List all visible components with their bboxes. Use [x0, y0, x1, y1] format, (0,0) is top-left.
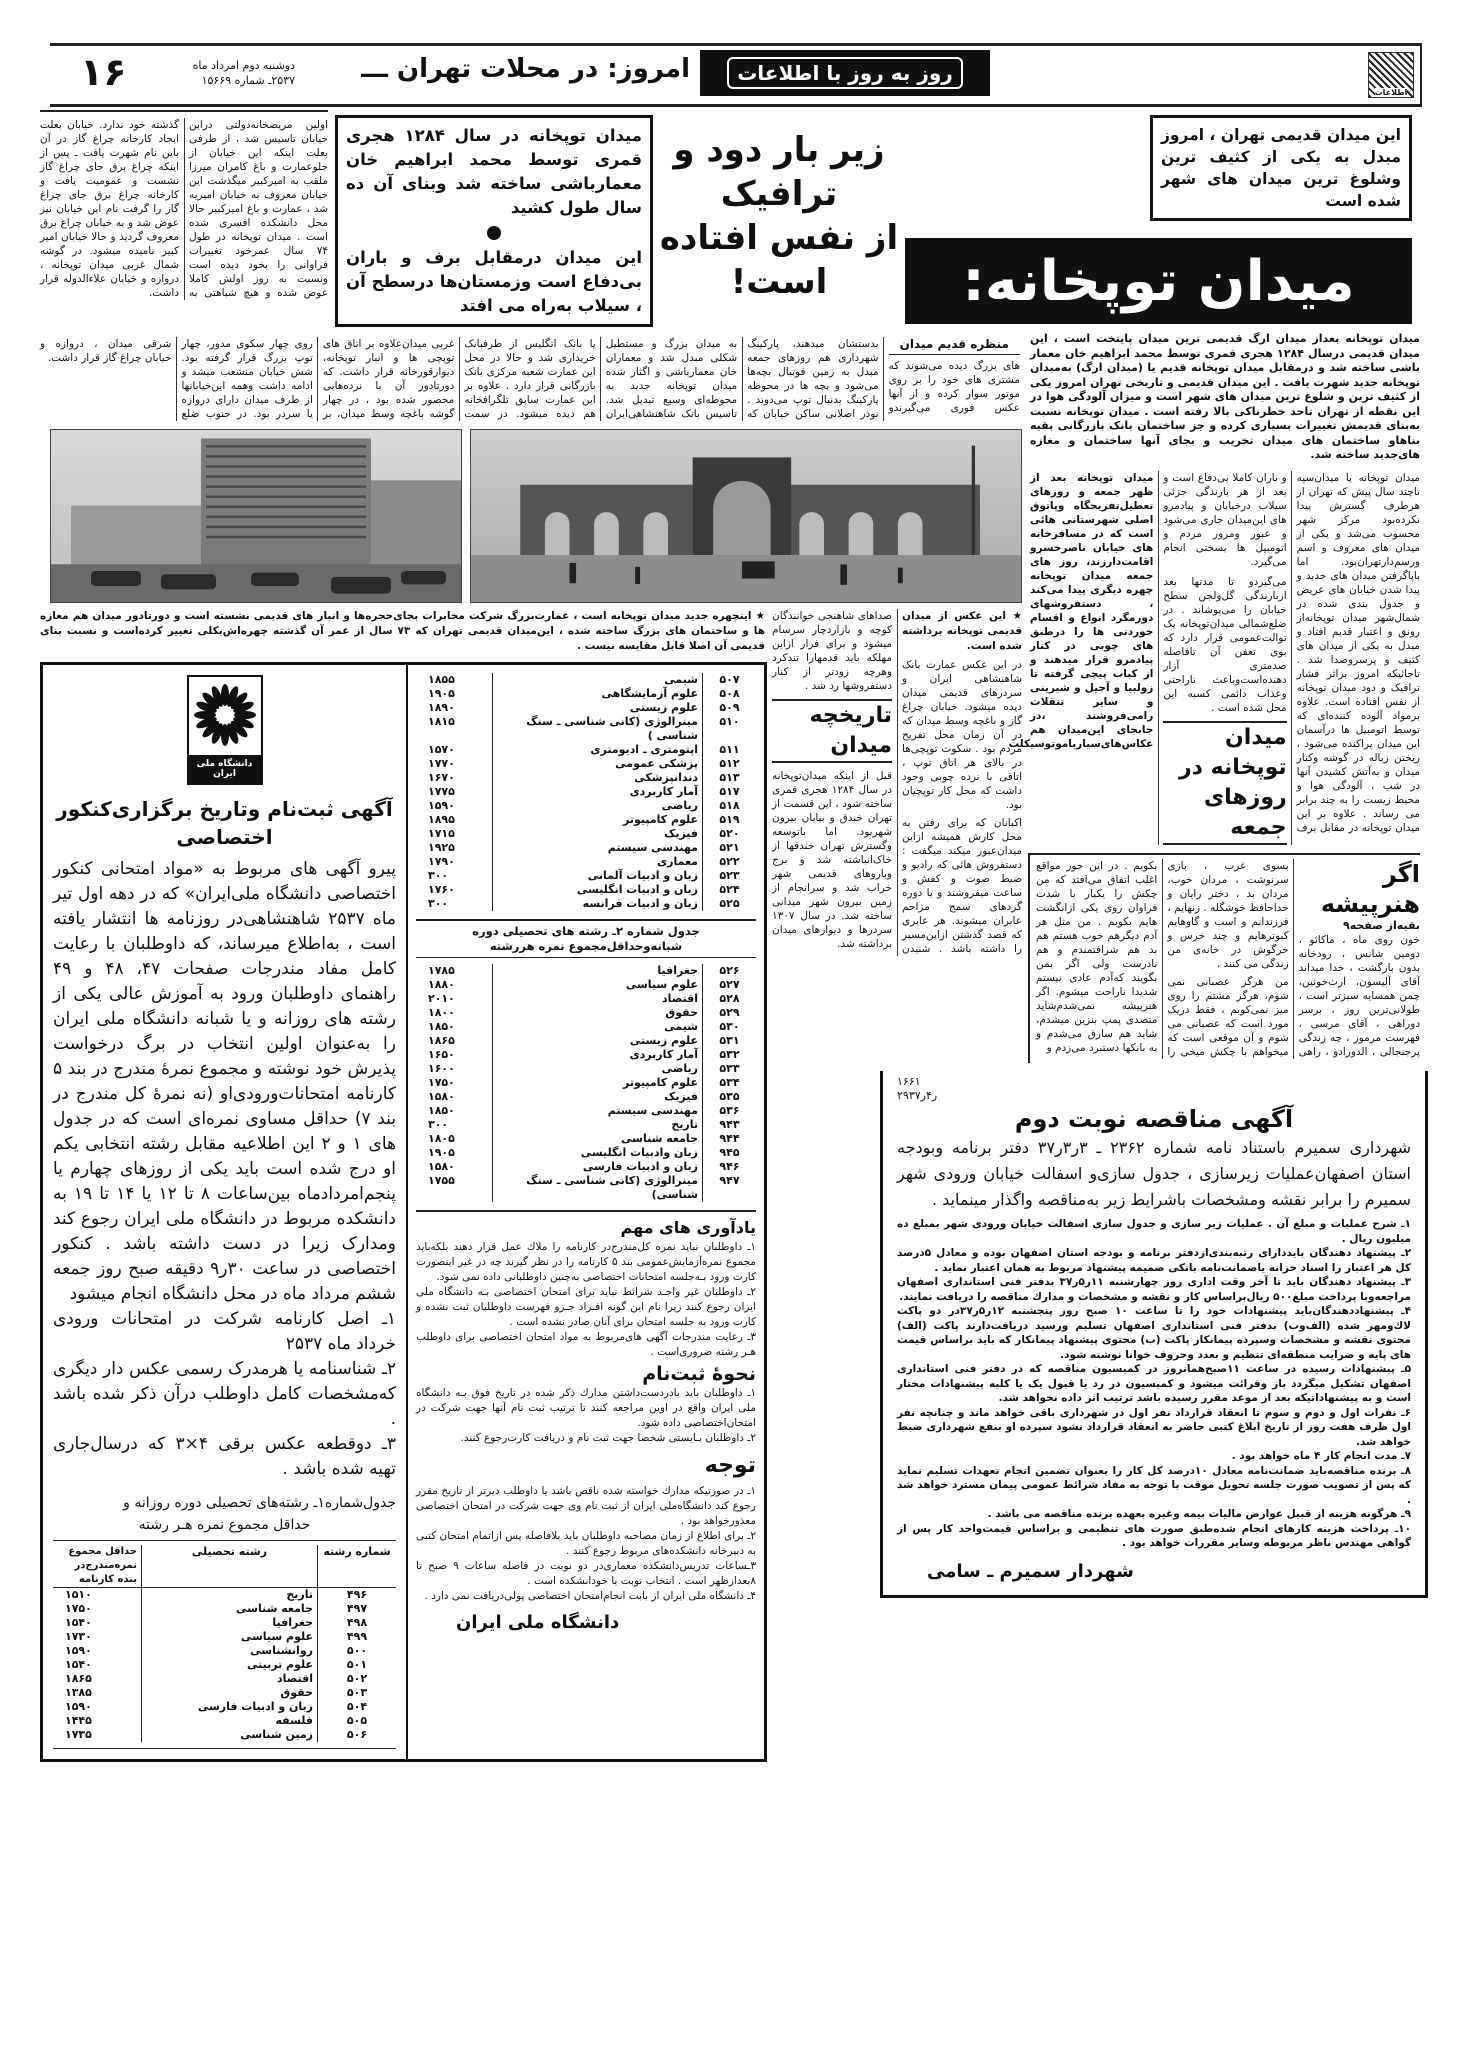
- cell-score: ۱۷۵۵: [428, 1174, 455, 1187]
- photo-new-square: [50, 429, 462, 603]
- cell-name: علوم سیاسی: [493, 978, 703, 992]
- cell-score: ۱۵۹۰: [65, 1644, 92, 1657]
- reminder-item: ۳ـ رعایت مندرجات آگهی های‌مربوط به مواد امتحان اختصاصی برای داوطلب هـر رشته ضروری‌است .: [416, 1331, 756, 1358]
- cell-code: ۵۰۱: [346, 1658, 368, 1671]
- actor-column-2: من هرگز عصبانی نمی شوم، هرگز مشتم را روی میز نمی‌کوبم ، فقط دریک مورد است که عصبانی می شوم و آن موقعی است که میخواهم با چکش میخی را بکوبم . در این جور مواقع اغلب اتفاق می‌افتد که من چکش را یکبار با شدت فراوان روی یکی ازانگشت هایم بکوبم . من مثل هر آدم دیگرهم خوب هستم هم بد هم شرافتمندم و هم نادرست ولی اگر بمن بگویند که‌آدم عادی نیستم شدیدا ناراحت میشوم. اگر هنرپیشه نمی‌شدم‌شاید متصدی پمپ بنزین میشدم، شاید هم سارق می‌شدم و به بانکها دستبرد می‌زدم و: [1036, 860, 1289, 1058]
- cell-score: ۱۸۹۰: [428, 701, 455, 714]
- table-row: [416, 827, 756, 841]
- cell-score: ۱۷۸۵: [428, 964, 455, 977]
- cell-code: ۵۲۸: [719, 992, 740, 1005]
- divider: [53, 1748, 396, 1749]
- table-row: [416, 785, 756, 799]
- cell-score: ۳۰۰: [428, 1118, 449, 1131]
- photo-caption-small: ★ این عکس از میدان قدیمی توپخانه برداشته شده است.: [902, 610, 1022, 652]
- cell-score: ۱۵۸۰: [428, 1090, 455, 1103]
- cell-score: ۳۰۰: [428, 897, 449, 910]
- cell-name: فیزیک: [493, 827, 703, 841]
- reminder-item: ۱ـ داوطلبان نباید نمره کل‌مندرج‌در کارنامه را ملاك عمل قرار دهند بلکه‌باید مجموع نمره‌آزمایش‌عمومی بند ۵ کارنامه را در نظر گیرند چه در غیر اینصورت کارت ورود بـه‌جلسه امتحانات اختصاصی به‌چنین داوطلبانی داده نمی شود.: [416, 1241, 756, 1283]
- cell-code: ۵۲۶: [719, 964, 740, 977]
- cell-score: ۱۷۷۵: [428, 785, 455, 798]
- cell-name: علوم تربیتی: [142, 1658, 318, 1672]
- cell-code: ۵۰۲: [346, 1672, 368, 1685]
- actor-column-1: خون روی ماه ، ماکائو ، دومین شانس ، رودخانه بدون بازگشت ، خدا میداند آقای آلیسون، ارث‌خونین، چمن همسایه سبزتر است ، طولانی‌ترین روز ، برسر دوراهی ، آقای مرسی ، فهرست مرموز ، چه زندگی پرجنجالی ، الدورادو ، راهی بسوی غرب ، بازی سرنوشت ، مردان خوب، مردان بد ، دختر رایان و خداحافظ خوشگله . زنهایم ، فرزندانم و اسب و گاوهایم کبوترهایم و چند خرس و خرگوش در خانه‌ی من زندگی می کنند .: [1167, 860, 1420, 1058]
- column-text-b: در این عکس عمارت بانک شاهنشاهی ایران و سردرهای قدیمی میدان دیده میشود. خیابان چراغ گاز و باغچه وسط میدان که در آن زمان محل تفریح مردم بود . سکوت توپچی‌ها در بالای هر اتاق توپ ، اتاقی با نرده چوبی وجود داشت که محل کار توپچیان بود.: [902, 659, 1022, 811]
- table-row: [416, 1076, 756, 1090]
- cell-score: ۱۵۴۰: [65, 1658, 92, 1671]
- cell-score: ۱۶۰۰: [428, 1062, 455, 1075]
- reminders-heading: یادآوری های مهم: [620, 1218, 756, 1237]
- cell-code: ۴۹۷: [346, 1602, 368, 1615]
- newspaper-logo: اطلاعات: [1368, 52, 1414, 98]
- table-row: [416, 757, 756, 771]
- cell-code: ۹۴۶: [719, 1160, 740, 1173]
- cell-name: شیمی: [493, 673, 703, 687]
- university-logo: [187, 675, 263, 785]
- cell-code: ۵۱۳: [719, 771, 740, 784]
- table-row: [53, 1616, 396, 1630]
- table-row: [416, 978, 756, 992]
- cell-code: ۵۳۲: [719, 1048, 740, 1061]
- cell-name: دندانپزشکی: [493, 771, 703, 785]
- article-intro: میدان توپخانه بعداز میدان ارگ قدیمی ترین میدان پایتخت است ، این میدان قدیمی درسال ۱۲۸۴ هجری قمری توسط محمد ابراهیم خان معمار باشی ساخته شد و درمقابل میدان توپخانه قدیم یا (میدان ارگ) به‌میدان توپخانه جدید شهرت یافت . این میدان قدیمی و تاریخی تهران امروز یکی از کثیف ترین و شلوغ ترین میدان های شهر است و میزان آلودگی هوا در این نقطه از تهران تاحد خطرناکی بالا رفته است . میدان توپخانه نسبت به‌بنای قدیمش تغییرات بسیاری کرده و جز ساختمان بانک بازرگانی بقیه بناهاو ساختمان های میدان تخریب و بجای آنها ساختمان و مغازه های‌جدید ساخته شد.: [1030, 332, 1420, 461]
- table-row: [416, 1034, 756, 1048]
- table-row: [53, 1686, 396, 1700]
- reminders-section: [416, 1216, 756, 1633]
- cell-name: آمار کاربردی: [493, 1048, 703, 1062]
- cell-score: ۱۸۵۰: [428, 1104, 455, 1117]
- cell-name: زبان وادبیات انگلیسی: [493, 1146, 703, 1160]
- cell-score: ۱۳۸۵: [65, 1686, 92, 1699]
- ad-body: پیرو آگهی های مربوط به «مواد امتحانی کنکور اختصاصی دانشگاه ملی‌ایران» که در دهه اول تیر ماه ۲۵۳۷ شاهنشاهی‌در روزنامه ها انتشار یافته است ، به‌اطلاع میرساند، که داوطلبان با رعایت کامل مفاد مندرجات صفحات ۴۷، ۴۸ و ۴۹ راهنمای داوطلبان ورود به آموزش عالی یکی از رشته های روزانه و یا شبانه دانشگاه ملی ایران را به‌عنوان اولین انتخاب در برگ درخواست پذیرش خود نوشته و مجموع نمرهٔ مندرج در بند ۵ کارنامه امتحانات‌ورودی‌او (نه نمرهٔ کل مندرج در بند ۷) حداقل مساوی نمره‌ای است که در جدول های ۱ و ۲ این اطلاعیه مقابل رشته انتخابی یکم او درج شده است باید یکی از روزهای چهارم یا پنجم‌امردادماه بین‌ساعات ۸ تا ۱۲ یا ۱۴ تا ۱۹ به دانشکده مربوط در دانشگاه ملی ایران رجوع کند ومدارک زیرا در دست داشته باشد . کنکور اختصاصی در ساعت ۳۰ر۹ دقیقه صبح روز جمعه ششم مرداد ماه در محل دانشگاه انجام میشود ۱ـ اصل کارنامه شرکت در امتحانات ورودی خرداد ماه ۲۵۳۷ ۲ـ شناسنامه یا هرمدرک رسمی عکس دار دیگری که‌مشخصات کامل داوطلب درآن ذکر شده باشد . ۳ـ دوقطعه عکس برقی ۴×۳ که درسال‌جاری تهیه شده باشد .: [53, 857, 396, 1482]
- kicker-box: این میدان قدیمی تهران ، امروز مبدل به یکی از کثیف ترین وشلوغ ترین میدان های شهر شده است: [1150, 115, 1412, 221]
- table2-title-block: [416, 919, 756, 958]
- cell-code: ۴۹۸: [346, 1616, 368, 1629]
- table1-title: جدول‌شماره۱ـ رشته‌های تحصیلی دوره روزانه و حداقل مجموع نمره هـر رشته: [123, 1495, 396, 1533]
- table-row: [53, 1728, 396, 1742]
- table-row: [416, 1048, 756, 1062]
- cell-score: ۱۵۹۰: [428, 799, 455, 812]
- table-row: [53, 1700, 396, 1714]
- cell-name: معماری: [493, 855, 703, 869]
- friday-text: میدان توپخانه بعد از ظهر جمعه و روزهای تعطیل‌تفریحگاه وپاتوق اصلی شهرستانی هائی است که در مسافرخانه های خیابان ناصرخسرو اقامت‌دارزند، روز های جمعه میدان توپخانه چهره دیگری پیدا می‌کند ، دستفروشهای دورمگرد انواع و اقسام خوردنی ها را درطبق های چوبی در کنار پیادمرو قرار میدهند و از کباب پیچی گرفته تا زولبیا و آجیل و شیرینی و سایر تنقلات رامی‌فروشند ،در جابجای این‌میدان هم عکاس‌های‌سیارباموتوسیکلت: [1008, 472, 1154, 750]
- issue-date: دوشنبه دوم امرداد ماه ۲۵۳۷ـ شماره ۱۵۶۶۹: [192, 59, 295, 87]
- photo-old-square-image: [471, 430, 1021, 602]
- actor-heading-block: [1299, 859, 1420, 933]
- registration-heading: نحوهٔ ثبت‌نام: [642, 1363, 756, 1385]
- table-row: [416, 883, 756, 897]
- cell-name: مهندسی سیستم: [493, 1104, 703, 1118]
- university-ad: [40, 662, 767, 1762]
- cell-name: روانشناسی: [142, 1644, 318, 1658]
- cell-score: ۱۵۷۰: [428, 743, 455, 756]
- section-banner: [700, 50, 990, 96]
- table-row: [416, 1174, 756, 1202]
- column-header: شماره رشته: [318, 1545, 397, 1588]
- cell-name: جامعه شناسی: [142, 1602, 318, 1616]
- note-item: ۴ـ دانشگاه ملی ایران از بابت انجام‌امتحان اختصاصی پولی‌دریافت نمی دارد .: [424, 1590, 756, 1602]
- cell-score: ۱۵۹۰: [65, 1700, 92, 1713]
- cell-code: ۵۰۰: [346, 1644, 368, 1657]
- cell-score: ۱۷۳۵: [65, 1728, 92, 1741]
- cell-name: زبان و ادبیات فارسی: [493, 1160, 703, 1174]
- photo-caption-main: ★ اینچهره جدید میدان توپخانه است ، عمارت‌بزرگ شرکت مخابرات بجای‌حجره‌ها و انبار های قدیمی نشسته است و دورتادور میدان هم مغازه ها و ساختمان های بزرگ ساخته شده ، این‌میدان قدیمی تهران که ۷۳ سال از عمر آن گذشته چهره‌اش‌بکلی تغییر کرده‌است و نسبت بنای قدیمی آن اصلا قابل مقایسه نیست .: [40, 610, 765, 652]
- page-header: [50, 43, 1422, 107]
- cell-code: ۵۱۰: [719, 715, 740, 728]
- photo-new-square-image: [51, 430, 461, 602]
- friday-heading: میدان توپخانه در روزهای جمعه: [1179, 725, 1287, 840]
- table-row: [416, 1006, 756, 1020]
- table-row: [416, 715, 756, 743]
- cell-code: ۵۱۹: [719, 813, 740, 826]
- left-columns-text: اولین مریضخانه‌دولتی دراین خیابان تاسیس شد ، از طرفی بعلت اینکه این خیابان از جلوعمارت و باغ کامران میرزا ملقب به امیرکبیر میگذشت این خیابان معروف به خیابان امیریه شد ، عمارت و باغ امیرکبیر حالا محل دانشکده افسری شده است . میدان توپخانه در طول ۷۴ سال عمرخود تغییرات فراوانی را بخود دیده است ونسبت به روز اولش کاملا عوض شده و هیچ شباهتی به گذشته خود ندارد. خیابان بعلت ایجاد کارخانه چراغ گاز در آن باین نام شهرت یافت ـ پس از اینکه چراغ برق جای چراغ گاز نشست و عمومیت یافت و کارخانه چراغ برق جای چراغ گاز را گرفت نام این خیابان نیز عوض شد و به خیابان چراغ برق معروف گردید و حالا خیابان امیر کبیر نامیده میشود. در گوشه شمال غربی میدان توپخانه ، دروازه و خیابان علاءالدوله قرار داشت.: [40, 119, 328, 299]
- cell-name: زمین شناسی: [142, 1728, 318, 1742]
- table-row: [416, 1020, 756, 1034]
- table-row: [416, 813, 756, 827]
- cell-name: جامعه شناسی: [493, 1132, 703, 1146]
- cell-score: ۱۴۴۵: [65, 1714, 92, 1727]
- cell-code: ۵۳۵: [719, 1090, 740, 1103]
- ad-notice-section: [43, 665, 408, 1759]
- cell-score: ۱۵۱۰: [65, 1588, 92, 1601]
- friday-heading-block: [1163, 721, 1286, 845]
- cell-code: ۵۲۰: [719, 827, 740, 840]
- old-view-heading: منظره قدیم میدان: [889, 337, 1020, 355]
- cell-code: ۵۰۵: [346, 1714, 368, 1727]
- cell-score: ۱۶۵۰: [428, 1048, 455, 1061]
- column-header: رشته تحصیلی: [142, 1545, 318, 1588]
- column-text-a: اکبانان که برای رفتن به محل کارش همیشه ازاین میدان‌عبور میکند میگفت : دستفروش هائی که رادیو و ضبط صوت و کفش و ساعت میفروشند و یا دوره گردهای سمج مزاحم عابران میشوند. هر عابری که قصد گذشتن ازاین‌مسیر را داشته باشد . شنیدن صداهای شاهنجی خوانندگان کوچه و بازاردچار سرسام میشود و برای فرار ازاین مهلکه باید قدمهارا تندکرد وهرچه زودتر از کنار دستفروشها رد شد .: [772, 610, 1022, 955]
- cell-name: جغرافیا: [493, 964, 703, 978]
- cell-name: علوم آزمایشگاهی: [493, 687, 703, 701]
- cell-name: آمار کاربردی: [493, 785, 703, 799]
- cell-score: ۱۵۸۰: [428, 1160, 455, 1173]
- table-row: [416, 992, 756, 1006]
- right-column-text-2: می‌گیردو تا مدتها بعد ازبارندگی گل‌ولجن سطح خیابان را می‌پوشاند . در ضلع‌شمالی میدان‌توپخانه یک توالت‌عمومی قرار دارد که بوی تعفن آن تافاصله صدمتری آزار دهنده‌است‌وباعث ناراحتی وعذاب دائمی کسبه این محل شده است .: [1163, 576, 1287, 714]
- cell-code: ۵۲۱: [719, 841, 740, 854]
- note-item: ۲ـ برای اطلاع از زمان مصاحبه داوطلبان باید بلافاصله پس ازاتمام امتحان کتبی به دبیرخانه دانشکده‌های مربوط رجوع کنند .: [416, 1530, 756, 1557]
- cell-name: پزشکی عمومی: [493, 757, 703, 771]
- tender-signature: شهردار سمیرم ـ سامی: [927, 1560, 1134, 1582]
- cell-code: ۵۰۶: [346, 1728, 368, 1741]
- section-title: امروز: در محلات تهران ـــ: [361, 54, 690, 84]
- cell-score: ۱۵۴۰: [65, 1616, 92, 1629]
- article-columns-text: های بزرگ دیده می‌شوند که مشتری های خود را بر روی موتور سوار کرده و از آنها عکس فوری می‌گیرندو بدستشان میدهند، پارکینگ شهرداری هم روزهای جمعه مبدل به زمین فوتبال بچه‌ها می‌شود و بچه ها در محوطه پارکینگ بدنبال توپ می‌دوند . نوذر اصلانی ساکن خیابان که به میدان بزرگ و مستطیل شکلی مبدل شد و معماران خان معمارباشی و اگثار شده میدان توپخانه جدید به محوطه‌ای وسیع تبدیل شد. تاسیس بانک شاهنشاهی‌ایران یا بانک انگلیس از طرفبانک خریداری شد و حالا در محل این عمارت شعبه مرکزی بانک بازرگانی قرار دارد . علاوه بر این عمارت سابق تلگرافخانه هم دیده میشود. در سمت غربی میدان‌علاوه بر اتاق های توپچی ها و انبار توپخانه، دیوارقورخانه قرار داشت. که دورتادور آن با نرده‌هایی محصور شده بود ، در چهار گوشه باغچه وسط میدان، بر روی چهار سکوی مدور، چهار توپ بزرگ قرار گرفته بود. شش خیابان منشعب میشد و ادامه داشت وهمه این‌خیابانها از طرف میدان دارای دروازه یا سردر بود. در جنوب ضلع شرقی میدان ، دروازه و خیابان چراغ گاز قرار داشت.: [40, 338, 1020, 420]
- cell-score: ۱۸۰۵: [428, 1132, 455, 1145]
- table-row: [53, 1672, 396, 1686]
- actor-columns: [1036, 859, 1420, 1059]
- table-row: [416, 1104, 756, 1118]
- cell-code: ۵۰۹: [719, 701, 740, 714]
- cell-code: ۴۹۹: [346, 1630, 368, 1643]
- history-heading-block: [772, 699, 892, 763]
- table-row: [416, 964, 756, 978]
- actor-article: [1028, 853, 1420, 1063]
- cell-code: ۹۴۷: [719, 1174, 740, 1187]
- table-row: [53, 1714, 396, 1728]
- table-row: [416, 1062, 756, 1076]
- cell-code: ۵۰۳: [346, 1686, 368, 1699]
- cell-score: ۲۰۱۰: [428, 992, 455, 1005]
- actor-heading: اگر هنرپیشه: [1320, 860, 1420, 918]
- table2-title: جدول شماره ۲ـ رشته های تحصیلی دوره شبانه‌وحداقل‌مجموع نمره هررشته: [472, 924, 700, 953]
- cell-code: ۵۲۲: [719, 855, 740, 868]
- cell-score: ۱۶۷۰: [428, 771, 455, 784]
- table-row: [416, 687, 756, 701]
- cell-name: فیزیک: [493, 1090, 703, 1104]
- article-columns: [40, 337, 1020, 421]
- doc-item: ۳ـ دوقطعه عکس برقی ۴×۳ که درسال‌جاری تهیه شده باشد .: [53, 1434, 396, 1479]
- cell-name: حقوق: [142, 1686, 318, 1700]
- cell-name: زبان و ادبیات انگلیسی: [493, 883, 703, 897]
- cell-name: اقتصاد: [493, 992, 703, 1006]
- cell-name: زبان و ادبیات فرانسه: [493, 897, 703, 911]
- note-item: ۱ـ در صورتیکه مدارك خواسته شده ناقص باشد یا داوطلب دیرتر از تاریخ مقرر رجوع کند دانشگاه‌ملی ایران از ثبت نام وی جهت شرکت در امتحان اختصاصی معذورخواهد بود .: [416, 1485, 756, 1527]
- cell-name: اقتصاد: [142, 1672, 318, 1686]
- cell-name: ریاضی: [493, 799, 703, 813]
- cell-code: ۵۳۶: [719, 1104, 740, 1117]
- tender-ad: [880, 1071, 1428, 1598]
- cell-name: مینرالوژی (کانی شناسی ـ سنگ شناسی ): [493, 715, 703, 743]
- cell-code: ۵۱۱: [719, 743, 740, 756]
- cell-code: ۵۱۷: [719, 785, 740, 798]
- table-row: [416, 869, 756, 883]
- cell-name: علوم کامپیوتر: [493, 813, 703, 827]
- cell-score: ۱۸۹۵: [428, 813, 455, 826]
- table-row: [53, 1602, 396, 1616]
- ad-signature: دانشگاه ملی ایران: [456, 1612, 620, 1633]
- cell-name: ریاضی: [493, 1062, 703, 1076]
- cell-score: ۱۷۷۰: [428, 757, 455, 770]
- headline-box: میدان توپخانه:: [905, 238, 1412, 324]
- table-row: [53, 1588, 396, 1603]
- cell-name: علوم زیستی: [493, 701, 703, 715]
- cell-name: اپتومتری ـ ادیومتری: [493, 743, 703, 757]
- table-row: [416, 799, 756, 813]
- cell-code: ۵۱۸: [719, 799, 740, 812]
- tender-reference: ۱۶۶۱ ۲۹ر۴ر۳۷: [897, 1075, 938, 1102]
- registration-item: ۲ـ داوطلبان بـایستی شخصا جهت ثبت نام و دریافت کارت‌رجوع کنند.: [460, 1432, 756, 1444]
- ad-tables-section: [408, 665, 764, 1759]
- doc-item: ۲ـ شناسنامه یا هرمدرک رسمی عکس دار دیگری که‌مشخصات کامل داوطلب درآن ذکر شده باشد .: [53, 1359, 396, 1429]
- cell-score: ۱۹۰۵: [428, 1146, 455, 1159]
- cell-code: ۵۰۷: [719, 673, 740, 686]
- cell-name: علوم سیاسی: [142, 1630, 318, 1644]
- cell-name: تاریخ: [493, 1118, 703, 1132]
- headline: زیر بار دود و ترافیک از نفس افتاده است!: [659, 130, 899, 302]
- table-day: [53, 1545, 396, 1742]
- table-row: [416, 1090, 756, 1104]
- tender-intro: شهرداری سمیرم باستناد نامه شماره ۲۳۶۲ ـ ۳ر۳ر۳۷ دفتر برنامه وبودجه استان اصفهان‌عملیات زیرسازی ، جدول سازی‌و اسفالت خیابان ورودی شهر سمیرم را برابر نقشه ومشخصات باشرایط زیر به‌مناقصه واگذار مینماید .: [897, 1138, 1412, 1209]
- cell-code: ۵۲۴: [719, 883, 740, 896]
- cell-code: ۵۰۴: [346, 1700, 368, 1713]
- cell-code: ۹۴۴: [719, 1132, 740, 1145]
- cell-code: ۵۳۱: [719, 1034, 740, 1047]
- cell-code: ۵۲۷: [719, 978, 740, 991]
- divider: [416, 1210, 756, 1212]
- cell-score: ۱۷۳۰: [65, 1630, 92, 1643]
- cell-code: ۵۱۲: [719, 757, 740, 770]
- cell-score: ۱۸۸۰: [428, 978, 455, 991]
- sunburst-emblem-icon: [189, 677, 261, 755]
- cell-code: ۵۲۳: [719, 869, 740, 882]
- table-night: [416, 964, 756, 1202]
- table-row: [416, 841, 756, 855]
- table-row: [53, 1644, 396, 1658]
- cell-score: ۳۰۰: [428, 869, 449, 882]
- facts-box: میدان توپخانه در سال ۱۲۸۴ هجری قمری توسط محمد ابراهیم خان معمارباشی ساخته شد وبنای آن ده سال طول کشید این میدان درمقابل برف و باران بی‌دفاع است وزمستان‌ها درسطح آن ، سیلاب به‌راه می افتد: [335, 115, 653, 327]
- cell-score: ۱۸۵۵: [428, 673, 455, 686]
- tender-title: آگهی مناقصه نوبت دوم: [1014, 1105, 1294, 1133]
- table-row: [416, 855, 756, 869]
- cell-name: تاریخ: [142, 1588, 318, 1603]
- cell-score: ۱۹۲۵: [428, 841, 455, 854]
- cell-score: ۱۷۵۰: [65, 1602, 92, 1615]
- cell-name: جغرافیا: [142, 1616, 318, 1630]
- right-columns: [1008, 471, 1420, 845]
- cell-score: ۱۸۱۵: [428, 715, 455, 728]
- cell-code: ۵۲۵: [719, 897, 740, 910]
- continued-from-label: بقیه‌از صفحه۹: [1342, 919, 1420, 932]
- divider: [53, 1540, 396, 1541]
- table-row: [416, 1160, 756, 1174]
- reminder-item: ۲ـ داوطلبان غیر واجـد شرائط نباید برای امتحان اختصاصی بـه دانشگاه ملی ایران رجوع کنند زیرا نام این گونه افـراد جـزو فهرست داوطلبان ثبت نشده و کارت ورود به جلسه امتحان برای آنان صادر نشده است .: [416, 1286, 756, 1328]
- cell-name: زبان و ادبیات فارسی: [142, 1700, 318, 1714]
- note-item: ۳ـساعات تدریس‌دانشکده معماری‌در دو نوبت در فاصله ساعات ۹ صبح تا ۸بعدازظهر است . انتخاب نوبت با خودانشکده است .: [416, 1560, 756, 1587]
- history-text: قبل از اینکه میدان‌توپخانه در سال ۱۲۸۴ هجری قمری ساخته شود ، این قسمت از تهران خندق و بیابان بیرون شهربود. اما باتوسعه وگسترش تهران خندقها از خاک‌انباشته شد و برج وباروهای قدیمی شهر خراب شد و سرانجام از زمین بیرون شهر میدانی ساخته شد. در سال ۱۳۰۷ سردرها و دیوارهای میدان برداشته شد.: [772, 770, 892, 950]
- cell-name: فلسفه: [142, 1714, 318, 1728]
- cell-name: علوم زیستی: [493, 1034, 703, 1048]
- cell-name: زبان و ادبیات آلمانی: [493, 869, 703, 883]
- cell-name: شیمی: [493, 1020, 703, 1034]
- page-number: ۱۶: [80, 50, 127, 94]
- cell-code: ۵۳۳: [719, 1062, 740, 1075]
- table-row: [416, 897, 756, 911]
- registration-item: ۱ـ داوطلبان باید بادردست‌داشتن مدارك ذکر شده در تاریخ فوق بـه دانشگاه ملی ایران واقع در اوین مراجعه کنند تا ترتیب ثبت نام آنها جهت شرکت در امتحان‌اختصاصی داده شود.: [416, 1387, 756, 1429]
- section-banner-label: روز به روز با اطلاعات: [727, 57, 963, 89]
- cell-name: حقوق: [493, 1006, 703, 1020]
- cell-name: مینرالوژی (کانی شناسی ـ سنگ شناسی): [493, 1174, 703, 1202]
- university-logo-text: دانشگاه ملی ایران: [189, 755, 261, 783]
- cell-score: ۱۷۶۰: [428, 883, 455, 896]
- history-heading: تاریخچه میدان: [809, 703, 892, 758]
- column-header: حداقل مجموع نمره‌مندرج‌در بنده کارنامه: [53, 1545, 142, 1588]
- divider: [40, 110, 328, 112]
- table-row: [53, 1630, 396, 1644]
- cell-name: علوم کامپیوتر: [493, 1076, 703, 1090]
- table-row: [416, 1146, 756, 1160]
- table-row: [416, 673, 756, 687]
- cell-score: ۱۹۰۵: [428, 687, 455, 700]
- cell-score: ۱۷۹۰: [428, 855, 455, 868]
- photo-old-square: [470, 429, 1022, 603]
- cell-score: ۱۸۶۵: [65, 1672, 92, 1685]
- cell-code: ۹۴۳: [719, 1118, 740, 1131]
- table-row: [416, 1118, 756, 1132]
- table-row: [416, 1132, 756, 1146]
- right-column-text: میدان توپخانه یا میدان‌سپه تاچند سال پیش که تهران از هرطرف گسترش پیدا نکرده‌بود مرکز شهر محسوب می‌شد و یکی از میدان های معروف و اسم ورسم‌دارتهران‌بود. اما باپاگرفتن میدان های جدید و پیدا شدن خیابان های عریض و جدول بندی شده در شمال‌شهر میدان توپخانه‌از رونق و اعتبار قدیم افتاد و مبدل به یکی از میدان های کثیف و پرسروصدا شد . تاجائیکه امروز براثر فشار ترافیک و دود میدان توپخانه از نفس افتاده است. علاوه برمواد آلوده کننده‌ای که توسط اتومبیل ها درآسمان این میدان پراکنده می‌شود ، ریختن زباله در گوشه وکنار میدان و به‌آتش کشیدن آنها در شب ، آلودگی هوا و محیط زیست را به چند برابر می رساند . علاوه بر این میدان توپخانه در مقابل برف و باران کاملا بی‌دفاع است و بعد از هر بارندگی جزئی سیلاب درخیابان و پیادمرو های این‌میدان جاری می‌شود و عبور ومرور مردم و اتومبیل ها بسختی انجام می‌گیرد.: [1163, 472, 1420, 834]
- table-row: [53, 1658, 396, 1672]
- cell-code: ۵۳۴: [719, 1076, 740, 1089]
- table-row: [416, 771, 756, 785]
- cell-code: ۹۴۵: [719, 1146, 740, 1159]
- tender-terms: ۱ـ شرح عملیات و مبلغ آن . عملیات زیر سازی و جدول سازی اسفالت خیابان ورودی شهر بمبلغ ده میلیون ریال . ۲ـ پیشنهاد دهندگان بایددارای رتبه‌بندی‌ازدفتر برنامه و بودجه استان اصفهان بوده و معادل ۵درصد کل هر اعتبار را اسناد خزانه یاضمانت‌نامه بانکی ضمیمه پیشنهاد مربوط به همان اعتبار نماید . ۳ـ پیشنهاد دهندگان باید تا آخر وقت اداری روز چهارشنبه ۱۱ر۵ر۳۷ بدفتر فنی استانداری اصفهان مراجعه‌وبا پرداخت مبلغ۵۰۰ ریال‌براساس کار و نقشه و مشخصات و مدارك مناقصه را دریافت نمایند. ۴ـ پیشنهاددهندگان‌باید پیشنهادات خود را تا ساعت ۱۰ صبح روز پنجشنبه ۱۲ر۵ر۳۷در دو پاکت لاك‌ومهر شده (الف‌وب) بدفتر فنی استانداری اصفهان تسلیم ورسید دریافت‌دارند پاکت (الف) محتوی نقشه و مشخصات وسپرده پیمانکار پاکت (ب) محتوی پیشنهاد پیمانکار که باید براساس قیمت های پایه و ضرایب منطقه‌ای تنظیم و بعدد وحروف خوانا نوشته شود. ۵ـ پیشنهادات رسیده در ساعت ۱۱صبح‌همانروز در کمیسیون مناقصه که در دفتر فنی استانداری اصفهان تشکیل میگردد باز وقرائت میشود و کمیسیون در رد یا قبول یک یا کلیه پیشنهادات مختار است و به پیشنهاداتیکه بعد از موعد مقرر رسیده باشد ترتیب اثر داده نخواهد شد. ۶ـ نفرات اول و دوم و سوم تا انعقاد قرارداد نفر اول در شهرداری باقی خواهد ماند و چنانچه نفر اول ظرف هفت روز از تاریخ ابلاغ کتبی حاضر به انعقاد قرارداد نشود سپرده او بنفع شهرداری ضبط خواهد شد. ۷ـ مدت انجام کار ۴ ماه خواهد بود . ۸ـ برنده مناقصه‌باید ضمانت‌نامه معادل ۱۰درصد کل کار را بعنوان تضمین انجام تعهدات تسلیم نماید که پس از تصویب صورت جلسه تحویل موقت با توجه به مفاد شرائط عمومی پیمان مسترد خواهد شد . ۹ـ هرگونه هزینه از قبیل عوارض مالیات بیمه وغیره بعهده برنده مناقصه می باشد . ۱۰ـ پرداخت هزینه کارهای انجام شده‌طبق صورت های تنظیمی و براساس قیمت‌واحد کار پس از گواهی مهندس ناظر مربوطه وسایر مقررات خواهد بود . شهردار سمیرم ـ سامی: [897, 1217, 1411, 1585]
- cell-name: مهندسی سیستم: [493, 841, 703, 855]
- cell-code: ۵۰۸: [719, 687, 740, 700]
- doc-item: ۱ـ اصل کارنامه شرکت در امتحانات ورودی خرداد ماه ۲۵۳۷: [53, 1309, 396, 1354]
- lower-middle-columns: [772, 609, 1022, 956]
- cell-score: ۱۷۱۵: [428, 827, 455, 840]
- cell-code: ۴۹۶: [346, 1588, 368, 1601]
- table-day-continued: [416, 673, 756, 911]
- table-row: [416, 743, 756, 757]
- cell-score: ۱۸۰۰: [428, 1006, 455, 1019]
- cell-code: ۵۳۰: [719, 1020, 740, 1033]
- cell-score: ۱۸۶۵: [428, 1034, 455, 1047]
- ad-title: آگهی ثبت‌نام وتاریخ برگزاری‌کنکور اختصاصی: [56, 797, 393, 849]
- notes-heading: توجه: [704, 1453, 756, 1478]
- bullet-dot: [487, 226, 501, 240]
- cell-score: ۱۸۵۰: [428, 1020, 455, 1033]
- cell-code: ۵۲۹: [719, 1006, 740, 1019]
- table-row: [416, 701, 756, 715]
- cell-score: ۱۷۵۰: [428, 1076, 455, 1089]
